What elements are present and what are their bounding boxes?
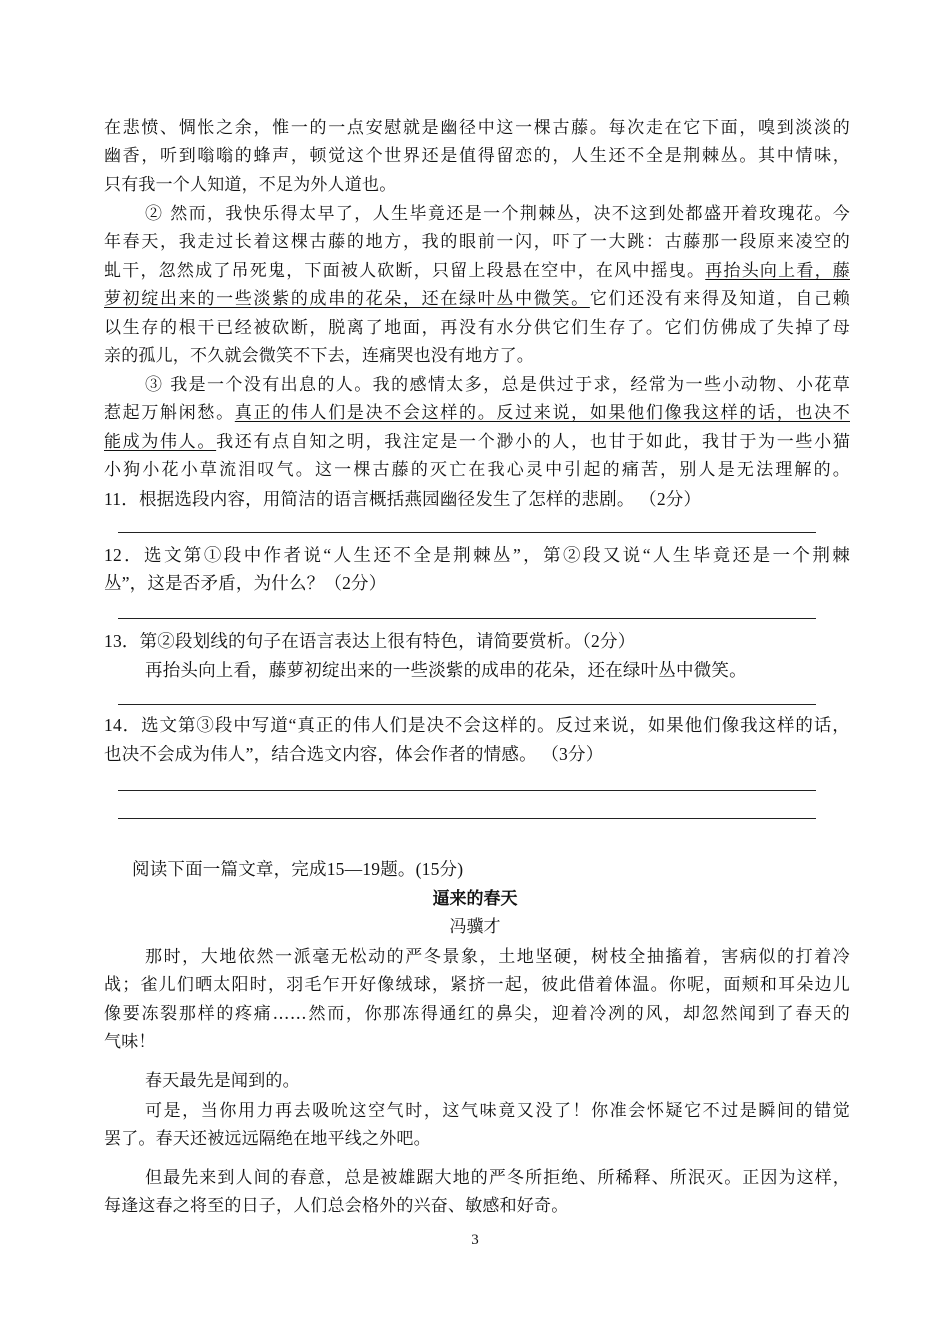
question-11: 11．根据选段内容，用简洁的语言概括燕园幽径发生了怎样的悲剧。 （2分） [104, 489, 702, 509]
answer-line-q14-2[interactable] [118, 818, 816, 819]
passage1-p2-line1: ② 然而，我快乐得太早了，人生毕竟还是一个荆棘丛，决不这到处都盛开着玫瑰花。今 [145, 204, 850, 224]
question-12-line2: 丛”，这是否矛盾，为什么？（2分） [104, 573, 387, 593]
passage1-p2-line3 [104, 257, 850, 285]
question-14-line1: 14．选文第③段中写道“真正的伟人们是决不会这样的。反过来说，如果他们像我这样的话， [104, 715, 850, 735]
article-line-6: 可是，当你用力再去吸吮这空气时，这气味竟又没了！你准会怀疑它不过是瞬间的错觉 [145, 1101, 850, 1121]
underlined-sentence-part1: 再抬头向上看，藤 [705, 261, 850, 281]
question-12-line1: 12．选文第①段中作者说“人生还不全是荆棘丛”，第②段又说“人生毕竟还是一个荆棘 [104, 545, 850, 565]
page-number: 3 [471, 1232, 479, 1248]
p2-line3-plain: 虬干，忽然成了吊死鬼，下面被人砍断，只留上段悬在空中，在风中摇曳。 [104, 261, 706, 281]
question-13-line1: 13．第②段划线的句子在语言表达上很有特色，请简要赏析。（2分） [104, 631, 636, 651]
answer-line-q13[interactable] [118, 704, 816, 705]
passage1-p3-line4: 小狗小花小草流泪叹气。这一棵古藤的灭亡在我心灵中引起的痛苦，别人是无法理解的。 [104, 460, 850, 480]
passage1-p2-line4 [104, 285, 850, 313]
passage1-p1-line1: 在悲愤、惆怅之余，惟一的一点安慰就是幽径中这一棵古藤。每次走在它下面，嗅到淡淡的 [104, 118, 850, 138]
underlined-quote-part2: 能成为伟人。 [104, 432, 217, 452]
passage1-p3-line3 [104, 428, 850, 456]
article-line-5: 春天最先是闻到的。 [145, 1071, 300, 1091]
article-line-4: 气味！ [104, 1032, 156, 1052]
article-line-2: 战；雀儿们晒太阳时，羽毛乍开好像绒球，紧挤一起，彼此借着体温。你呢，面颊和耳朵边儿 [104, 975, 850, 995]
underlined-quote-part1: 真正的伟人们是决不会这样的。反过来说，如果他们像我这样的话，也决不 [234, 403, 850, 423]
article-line-9: 每逢这春之将至的日子，人们总会格外的兴奋、敏感和好奇。 [104, 1196, 569, 1216]
passage1-p2-line2: 年春天，我走过长着这棵古藤的地方，我的眼前一闪，吓了一大跳：古藤那一段原来凌空的 [104, 232, 850, 252]
passage1-p2-line6: 亲的孤儿，不久就会微笑不下去，连痛哭也没有地方了。 [104, 346, 534, 366]
passage1-p3-line1: ③ 我是一个没有出息的人。我的感情太多，总是供过于求，经常为一些小动物、小花草 [145, 375, 850, 395]
p3-line3-plain: 我还有点自知之明，我注定是一个渺小的人，也甘于如此，我甘于为一些小猫 [216, 432, 850, 452]
question-14-line2: 也决不会成为伟人”，结合选文内容，体会作者的情感。 （3分） [104, 744, 604, 764]
question-13-quote: 再抬头向上看，藤萝初绽出来的一些淡紫的成串的花朵，还在绿叶丛中微笑。 [145, 660, 747, 680]
section2-intro: 阅读下面一篇文章，完成15—19题。(15分) [132, 859, 464, 879]
article-title: 逼来的春天 [432, 889, 518, 909]
article-line-7: 罢了。春天还被远远隔绝在地平线之外吧。 [104, 1129, 431, 1149]
answer-line-q11[interactable] [118, 532, 816, 533]
answer-line-q12[interactable] [118, 618, 816, 619]
article-author: 冯骥才 [449, 917, 501, 937]
p3-line2-plain: 惹起万斛闲愁。 [104, 403, 235, 423]
underlined-sentence-part2: 萝初绽出来的一些淡紫的成串的花朵，还在绿叶丛中微笑。 [104, 289, 590, 309]
passage1-p3-line2 [104, 399, 850, 427]
article-line-1: 那时，大地依然一派毫无松动的严冬景象，土地坚硬，树枝全抽搐着，害病似的打着冷 [145, 947, 850, 967]
passage1-p2-line5: 以生存的根干已经被砍断，脱离了地面，再没有水分供它们生存了。它们仿佛成了失掉了母 [104, 318, 850, 338]
passage1-p1-line2: 幽香，听到嗡嗡的蜂声，顿觉这个世界还是值得留恋的，人生还不全是荆棘丛。其中情味， [104, 146, 850, 166]
article-line-8: 但最先来到人间的春意，总是被雄踞大地的严冬所拒绝、所稀释、所泯灭。正因为这样， [145, 1168, 850, 1188]
answer-line-q14-1[interactable] [118, 790, 816, 791]
passage1-p1-line3: 只有我一个人知道，不足为外人道也。 [104, 175, 397, 195]
p2-line4-plain: 它们还没有来得及知道，自己赖 [589, 289, 850, 309]
article-line-3: 像要冻裂那样的疼痛……然而，你那冻得通红的鼻尖，迎着冷冽的风，却忽然闻到了春天的 [104, 1004, 850, 1024]
